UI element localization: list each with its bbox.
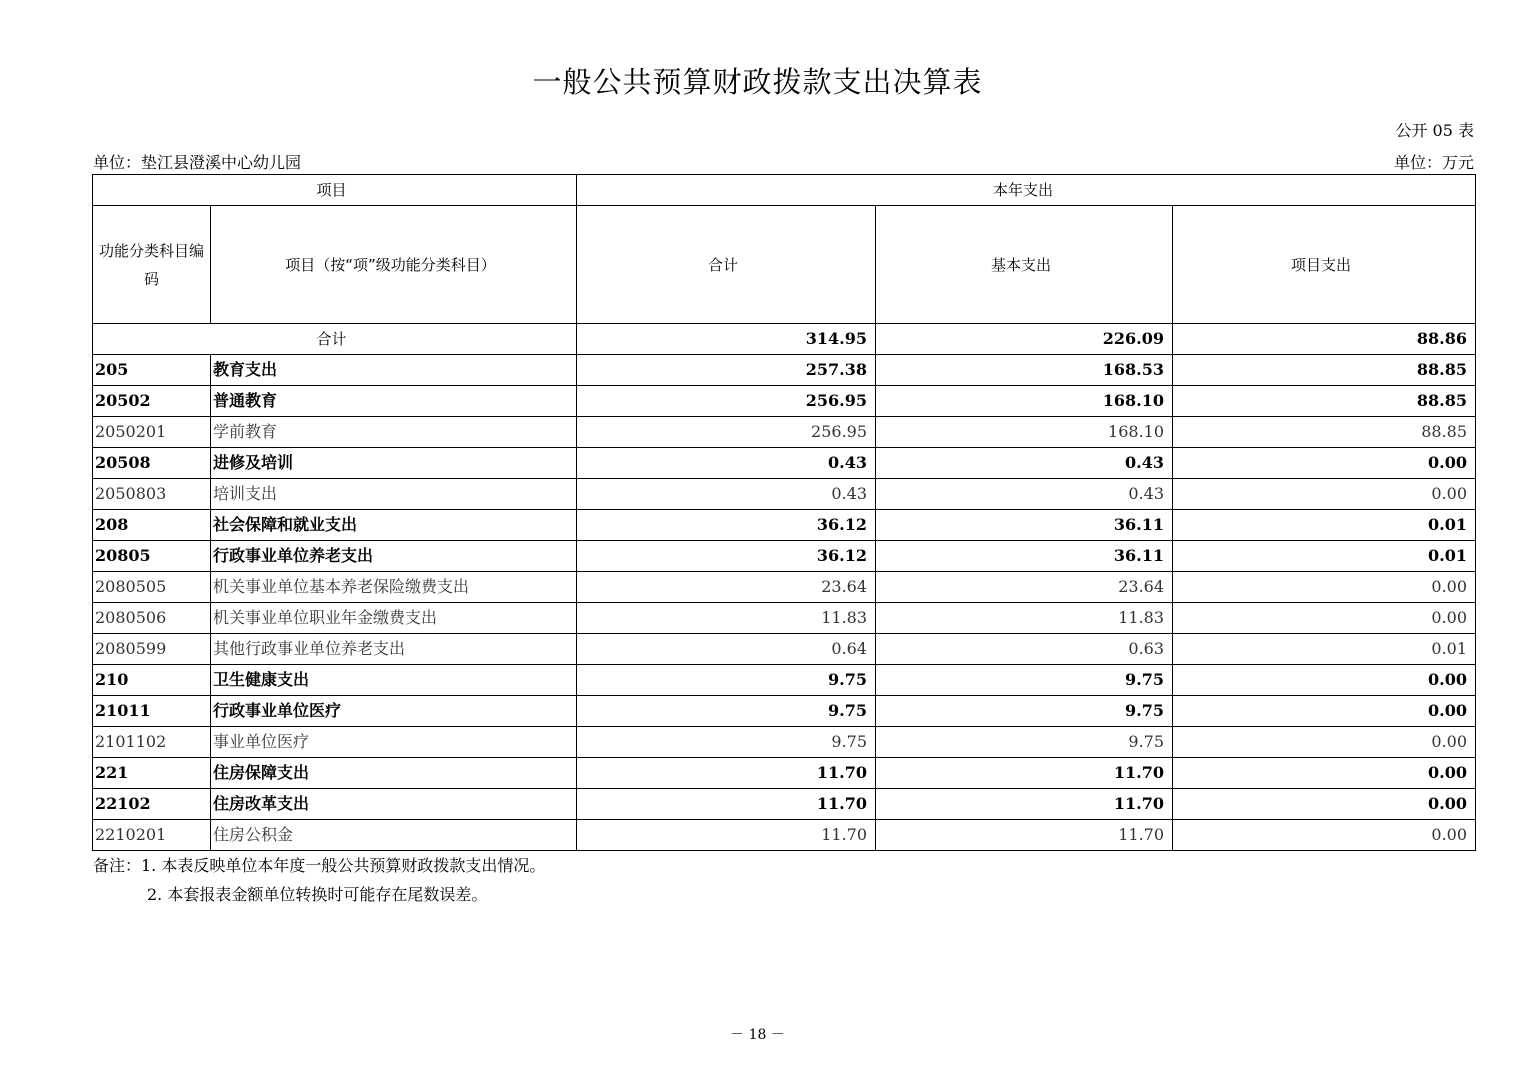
- row-code: 2050803: [93, 479, 211, 510]
- row-code: 2080505: [93, 572, 211, 603]
- row-total: 9.75: [577, 696, 876, 727]
- row-basic: 11.83: [876, 603, 1173, 634]
- row-basic: 11.70: [876, 758, 1173, 789]
- footnotes: [93, 851, 545, 909]
- total-row: [93, 324, 1476, 355]
- row-basic: 23.64: [876, 572, 1173, 603]
- row-basic: 11.70: [876, 789, 1173, 820]
- table-row: [93, 510, 1476, 541]
- row-total: 11.83: [577, 603, 876, 634]
- row-name: 学前教育: [211, 417, 577, 448]
- row-code: 210: [93, 665, 211, 696]
- row-code: 205: [93, 355, 211, 386]
- row-project: 0.00: [1173, 696, 1476, 727]
- table-row: [93, 386, 1476, 417]
- row-name: 培训支出: [211, 479, 577, 510]
- footnote-1: 备注：1. 本表反映单位本年度一般公共预算财政拨款支出情况。: [93, 856, 546, 875]
- row-total: 11.70: [577, 758, 876, 789]
- table-row: [93, 727, 1476, 758]
- expenditure-table: [92, 174, 1476, 851]
- row-code: 20502: [93, 386, 211, 417]
- footnote-2: 2. 本套报表金额单位转换时可能存在尾数误差。: [147, 885, 488, 904]
- row-code: 21011: [93, 696, 211, 727]
- row-total: 0.64: [577, 634, 876, 665]
- row-name: 卫生健康支出: [211, 665, 577, 696]
- total-row-label: 合计: [93, 324, 577, 355]
- row-total: 0.43: [577, 479, 876, 510]
- currency-unit: 单位：万元: [1393, 153, 1474, 172]
- row-code: 2210201: [93, 820, 211, 851]
- row-basic: 168.10: [876, 417, 1173, 448]
- row-project: 88.85: [1173, 417, 1476, 448]
- row-basic: 9.75: [876, 665, 1173, 696]
- row-project: 0.00: [1173, 665, 1476, 696]
- row-total: 9.75: [577, 727, 876, 758]
- table-row: [93, 541, 1476, 572]
- table-row: [93, 696, 1476, 727]
- row-code: 208: [93, 510, 211, 541]
- row-project: 0.01: [1173, 541, 1476, 572]
- row-name: 机关事业单位基本养老保险缴费支出: [211, 572, 577, 603]
- row-basic: 11.70: [876, 820, 1173, 851]
- total-row-total: 314.95: [577, 324, 876, 355]
- row-basic: 0.63: [876, 634, 1173, 665]
- row-name: 住房公积金: [211, 820, 577, 851]
- row-code: 20805: [93, 541, 211, 572]
- table-row: [93, 417, 1476, 448]
- row-name: 行政事业单位医疗: [211, 696, 577, 727]
- row-total: 11.70: [577, 820, 876, 851]
- table-row: [93, 758, 1476, 789]
- table-row: [93, 789, 1476, 820]
- header-code: 功能分类科目编码: [93, 206, 211, 324]
- row-name: 行政事业单位养老支出: [211, 541, 577, 572]
- row-project: 88.85: [1173, 386, 1476, 417]
- row-name: 普通教育: [211, 386, 577, 417]
- organization-unit: 单位：垫江县澄溪中心幼儿园: [93, 153, 302, 172]
- row-project: 0.00: [1173, 820, 1476, 851]
- page-title: 一般公共预算财政拨款支出决算表: [532, 65, 983, 99]
- form-number: 公开 05 表: [1395, 121, 1474, 140]
- table-row: [93, 572, 1476, 603]
- row-code: 22102: [93, 789, 211, 820]
- row-project: 0.00: [1173, 603, 1476, 634]
- row-name: 社会保障和就业支出: [211, 510, 577, 541]
- row-basic: 0.43: [876, 479, 1173, 510]
- table-row: [93, 355, 1476, 386]
- row-code: 20508: [93, 448, 211, 479]
- row-basic: 168.53: [876, 355, 1173, 386]
- row-project: 0.00: [1173, 572, 1476, 603]
- row-name: 教育支出: [211, 355, 577, 386]
- row-project: 88.85: [1173, 355, 1476, 386]
- header-name: 项目（按“项”级功能分类科目）: [211, 206, 577, 324]
- header-item-group: 项目: [93, 175, 577, 206]
- row-name: 进修及培训: [211, 448, 577, 479]
- row-project: 0.01: [1173, 634, 1476, 665]
- row-total: 9.75: [577, 665, 876, 696]
- total-row-basic: 226.09: [876, 324, 1173, 355]
- row-basic: 0.43: [876, 448, 1173, 479]
- row-code: 2050201: [93, 417, 211, 448]
- table-row: [93, 634, 1476, 665]
- page-number: － 18 －: [730, 1027, 785, 1043]
- row-project: 0.00: [1173, 789, 1476, 820]
- row-total: 23.64: [577, 572, 876, 603]
- row-total: 257.38: [577, 355, 876, 386]
- table-row: [93, 448, 1476, 479]
- row-name: 事业单位医疗: [211, 727, 577, 758]
- row-name: 机关事业单位职业年金缴费支出: [211, 603, 577, 634]
- row-basic: 9.75: [876, 727, 1173, 758]
- row-basic: 168.10: [876, 386, 1173, 417]
- row-project: 0.00: [1173, 758, 1476, 789]
- row-code: 2101102: [93, 727, 211, 758]
- header-expense-group: 本年支出: [577, 175, 1476, 206]
- table-row: [93, 479, 1476, 510]
- row-project: 0.01: [1173, 510, 1476, 541]
- row-basic: 36.11: [876, 510, 1173, 541]
- row-project: 0.00: [1173, 448, 1476, 479]
- row-basic: 9.75: [876, 696, 1173, 727]
- header-basic: 基本支出: [876, 206, 1173, 324]
- row-total: 36.12: [577, 541, 876, 572]
- table-row: [93, 820, 1476, 851]
- row-code: 2080506: [93, 603, 211, 634]
- table-row: [93, 603, 1476, 634]
- row-total: 0.43: [577, 448, 876, 479]
- total-row-project: 88.86: [1173, 324, 1476, 355]
- row-total: 256.95: [577, 386, 876, 417]
- header-project: 项目支出: [1173, 206, 1476, 324]
- row-name: 住房保障支出: [211, 758, 577, 789]
- header-row-columns: [93, 206, 1476, 324]
- row-name: 其他行政事业单位养老支出: [211, 634, 577, 665]
- table-row: [93, 665, 1476, 696]
- row-name: 住房改革支出: [211, 789, 577, 820]
- row-code: 2080599: [93, 634, 211, 665]
- row-project: 0.00: [1173, 479, 1476, 510]
- row-total: 256.95: [577, 417, 876, 448]
- row-total: 11.70: [577, 789, 876, 820]
- row-basic: 36.11: [876, 541, 1173, 572]
- row-total: 36.12: [577, 510, 876, 541]
- row-project: 0.00: [1173, 727, 1476, 758]
- row-code: 221: [93, 758, 211, 789]
- header-total: 合计: [577, 206, 876, 324]
- header-row-group: [93, 175, 1476, 206]
